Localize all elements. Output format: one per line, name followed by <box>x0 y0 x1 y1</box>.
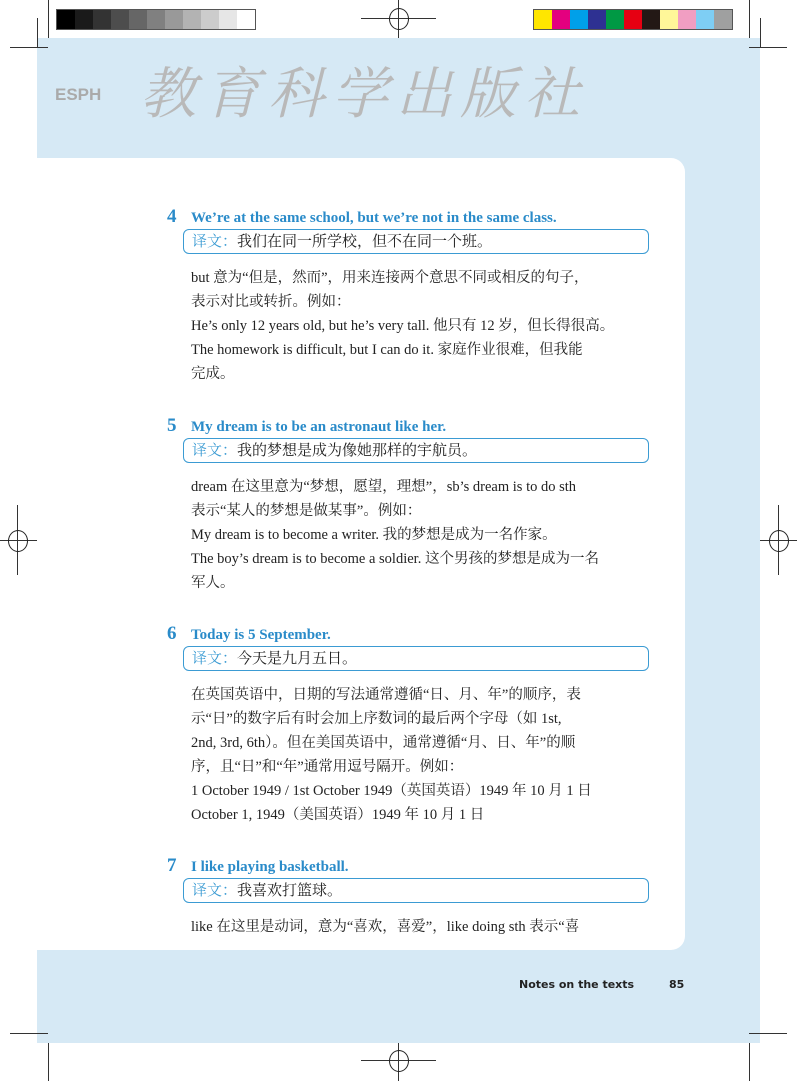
note-line: but 意为“但是，然而”，用来连接两个意思不同或相反的句子， <box>191 270 589 286</box>
note-line: 示“日”的数字后有时会加上序数词的最后两个字母（如 1st, <box>191 711 562 727</box>
color-swatch <box>606 10 624 29</box>
esph-logo: ESPH <box>55 85 102 104</box>
note-heading: We’re at the same school, but we’re not in the same class. <box>191 210 557 226</box>
color-swatch <box>570 10 588 29</box>
note-line: The boy’s dream is to become a soldier. 这个男孩的梦想是成为一名 <box>191 551 599 567</box>
note-number: 6 <box>167 623 177 644</box>
color-swatch <box>678 10 696 29</box>
translation-box <box>183 229 649 254</box>
note-number: 4 <box>167 206 177 227</box>
note-line: like 在这里是动词，意为“喜欢，喜爱”，like doing sth 表示“喜 <box>191 919 580 935</box>
color-bar <box>533 9 733 30</box>
gray-swatch <box>165 10 183 29</box>
note-number: 7 <box>167 855 177 876</box>
gray-swatch <box>75 10 93 29</box>
note-line: 1 October 1949 / 1st October 1949（英国英语）1949 年 10 月 1 日 <box>191 783 592 799</box>
translation-label: 译文： <box>192 651 238 667</box>
note-heading: Today is 5 September. <box>191 627 331 643</box>
translation-text: 我的梦想是成为像她那样的宇航员。 <box>237 443 478 459</box>
note-line: 序，且“日”和“年”通常用逗号隔开。例如： <box>191 759 464 775</box>
page-number: 85 <box>669 978 685 991</box>
footer-title: Notes on the texts <box>519 978 635 991</box>
color-swatch <box>696 10 714 29</box>
note-line: My dream is to become a writer. 我的梦想是成为一名作家。 <box>191 527 557 543</box>
note-line: 2nd, 3rd, 6th）。但在美国英语中，通常遵循“月、日、年”的顺 <box>191 735 576 751</box>
note-line: 表示对比或转折。例如： <box>191 294 351 310</box>
translation-box <box>183 646 649 671</box>
note-heading: I like playing basketball. <box>191 859 349 875</box>
note-line: 军人。 <box>191 575 235 591</box>
translation-label: 译文： <box>192 883 238 899</box>
color-swatch <box>552 10 570 29</box>
translation-text: 我们在同一所学校，但不在同一个班。 <box>237 234 493 250</box>
translation-box <box>183 438 649 463</box>
gray-swatch <box>183 10 201 29</box>
note-line: 表示“某人的梦想是做某事”。例如： <box>191 503 422 519</box>
color-swatch <box>642 10 660 29</box>
note-heading: My dream is to be an astronaut like her. <box>191 419 447 435</box>
note-line: 在英国英语中，日期的写法通常遵循“日、月、年”的顺序，表 <box>191 687 581 703</box>
gray-swatch <box>201 10 219 29</box>
color-swatch <box>624 10 642 29</box>
gray-swatch <box>147 10 165 29</box>
note-body <box>191 475 651 595</box>
gray-swatch <box>57 10 75 29</box>
translation-box <box>183 878 649 903</box>
translation-label: 译文： <box>192 443 238 459</box>
note-body <box>191 915 651 939</box>
gray-swatch <box>237 10 255 29</box>
publisher-watermark: 教育科学出版社 <box>140 62 588 127</box>
translation-text: 我喜欢打篮球。 <box>237 883 343 899</box>
color-swatch <box>534 10 552 29</box>
gray-swatch <box>93 10 111 29</box>
note-body <box>191 266 651 386</box>
color-swatch <box>714 10 732 29</box>
note-line: October 1, 1949（美国英语）1949 年 10 月 1 日 <box>191 807 485 823</box>
gray-swatch <box>219 10 237 29</box>
translation-label: 译文： <box>192 234 238 250</box>
note-line: He’s only 12 years old, but he’s very tall. 他只有 12 岁，但长得很高。 <box>191 318 615 334</box>
note-number: 5 <box>167 415 177 436</box>
gray-swatch <box>129 10 147 29</box>
note-line: The homework is difficult, but I can do it. 家庭作业很难，但我能 <box>191 342 583 358</box>
translation-text: 今天是九月五日。 <box>237 651 358 667</box>
note-body <box>191 683 651 827</box>
note-line: dream 在这里意为“梦想，愿望，理想”，sb’s dream is to do sth <box>191 479 577 495</box>
color-swatch <box>588 10 606 29</box>
color-swatch <box>660 10 678 29</box>
grayscale-bar <box>56 9 256 30</box>
note-line: 完成。 <box>191 366 235 382</box>
gray-swatch <box>111 10 129 29</box>
